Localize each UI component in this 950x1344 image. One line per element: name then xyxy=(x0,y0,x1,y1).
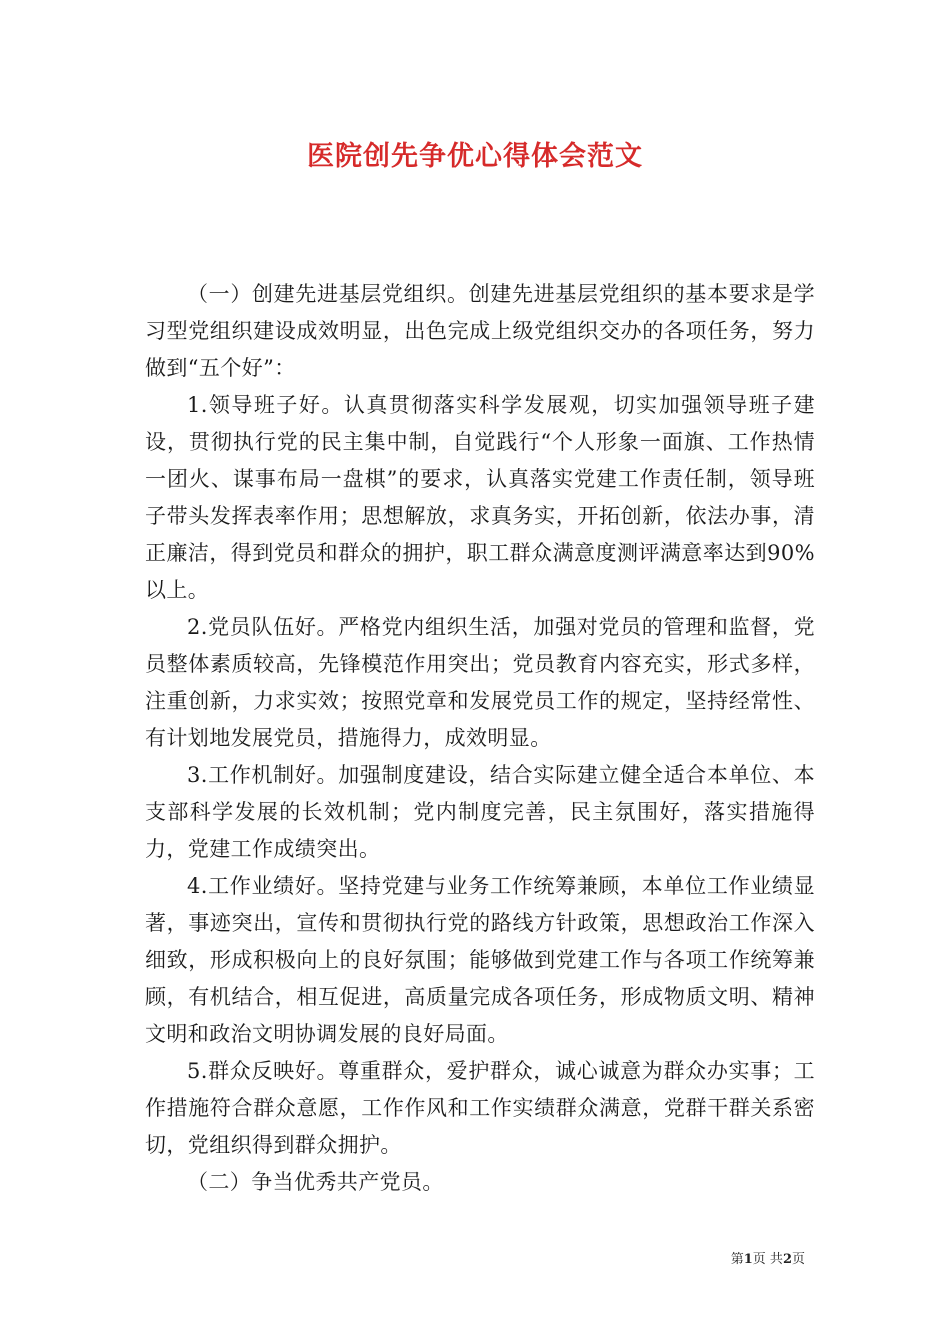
total-pages-number: 2 xyxy=(782,1252,792,1267)
footer-prefix: 第 xyxy=(730,1252,744,1267)
paragraph-2: 1.领导班子好。认真贯彻落实科学发展观，切实加强领导班子建设，贯彻执行党的民主集中制，自觉践行“个人形象一面旗、工作热情一团火、谋事布局一盘棋”的要求，认真落实党建工作责任制，领导班子带头发挥表率作用；思想解放，求真务实，开拓创新，依法办事，清正廉洁，得到党员和群众的拥护，职工群众满意度测评满意率达到90%以上。 xyxy=(145,393,815,602)
paragraph-3: 2.党员队伍好。严格党内组织生活，加强对党员的管理和监督，党员整体素质较高，先锋模范作用突出；党员教育内容充实，形式多样，注重创新，力求实效；按照党章和发展党员工作的规定，坚持经常性、有计划地发展党员，措施得力，成效明显。 xyxy=(145,615,815,750)
footer-suffix: 页 xyxy=(791,1252,805,1267)
paragraph-5: 4.工作业绩好。坚持党建与业务工作统筹兼顾，本单位工作业绩显著，事迹突出，宣传和贯彻执行党的路线方针政策，思想政治工作深入细致，形成积极向上的良好氛围；能够做到党建工作与各项工作统筹兼顾，有机结合，相互促进，高质量完成各项任务，形成物质文明、精神文明和政治文明协调发展的良好局面。 xyxy=(145,874,815,1046)
document-body xyxy=(145,276,815,1201)
page-number-footer xyxy=(731,1248,805,1267)
footer-middle: 页 共 xyxy=(752,1252,783,1267)
current-page-number: 1 xyxy=(743,1252,753,1267)
paragraph-7: （二）争当优秀共产党员。 xyxy=(187,1170,444,1194)
paragraph-6: 5.群众反映好。尊重群众，爱护群众，诚心诚意为群众办实事；工作措施符合群众意愿，工作作风和工作实绩群众满意，党群干群关系密切，党组织得到群众拥护。 xyxy=(145,1059,815,1157)
paragraph-4: 3.工作机制好。加强制度建设，结合实际建立健全适合本单位、本支部科学发展的长效机制；党内制度完善，民主氛围好，落实措施得力，党建工作成绩突出。 xyxy=(145,763,815,861)
paragraph-1: （一）创建先进基层党组织。创建先进基层党组织的基本要求是学习型党组织建设成效明显，出色完成上级党组织交办的各项任务，努力做到“五个好”： xyxy=(145,282,815,380)
document-title: 医院创先争优心得体会范文 xyxy=(307,141,643,172)
